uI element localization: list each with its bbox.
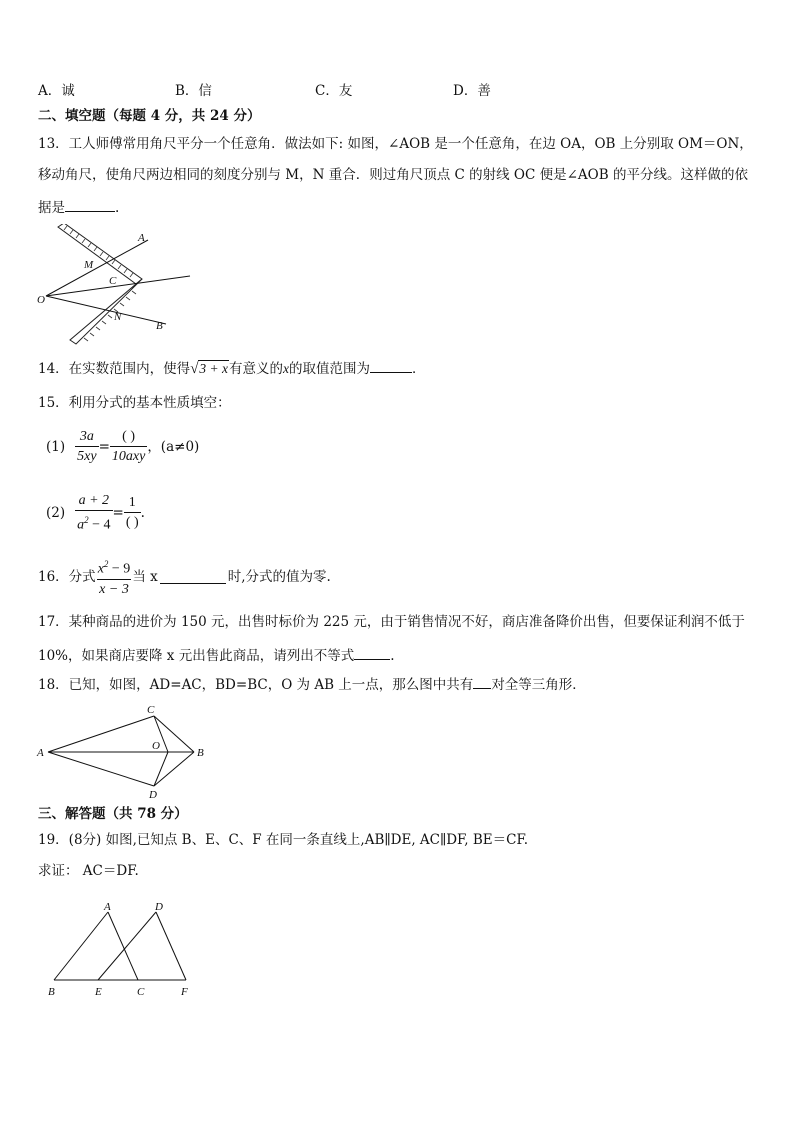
q15-part1-numerator: 3a [79, 429, 94, 444]
label-c: C [109, 275, 117, 287]
q15-part2-end: . [140, 504, 145, 521]
q15-part2-numerator: a + 2 [78, 493, 110, 508]
label-b: B [156, 320, 163, 332]
label-a: A [104, 901, 111, 913]
q17-answer-blank[interactable] [354, 645, 390, 660]
q17-line1: 17．某种商品的进价为 150 元，出售时标价为 225 元，由于销售情况不好，商店准备降价出售，但要保证利润不低于 [38, 614, 745, 630]
label-a: A [138, 232, 145, 244]
q16-num-rest: − 9 [108, 561, 131, 577]
q15-part2-equals: = [112, 504, 124, 521]
q13-answer-blank[interactable] [65, 197, 115, 212]
label-o: O [152, 740, 160, 752]
q15-part2-label: (2) [46, 504, 66, 521]
q14-prefix: 14．在实数范围内，使得 [38, 361, 191, 377]
label-n: N [114, 311, 122, 323]
q16-middle: 当 x [132, 568, 158, 585]
q18-kite-figure [34, 702, 214, 802]
q16-denominator: x − 3 [97, 579, 131, 598]
q15-part2-den-rest: − 4 [88, 517, 111, 533]
q15-part1-right-denominator: 10axy [110, 446, 147, 465]
q14-answer-blank[interactable] [370, 358, 412, 373]
option-c: C．友 [315, 83, 353, 99]
q18-suffix: 对全等三角形． [491, 677, 586, 693]
q15-part2-blank-denominator[interactable]: ( ) [124, 512, 141, 531]
label-b: B [48, 986, 55, 998]
option-b: B．信 [175, 83, 212, 99]
q14-variable: x [283, 361, 290, 376]
q16-answer-blank[interactable] [160, 569, 226, 584]
q16-suffix: 时,分式的值为零. [227, 568, 331, 585]
q15-part1-denominator: 5xy [75, 446, 98, 465]
section3-title: 三、解答题（共 78 分） [38, 806, 188, 822]
q16-line [38, 556, 331, 598]
section2-title: 二、填空题（每题 4 分，共 24 分） [38, 108, 261, 124]
q15-part2 [46, 492, 145, 534]
label-o: O [37, 294, 45, 306]
q15-part1 [46, 428, 199, 465]
label-a: A [37, 747, 44, 759]
label-c: C [137, 986, 145, 998]
q19-triangles-figure [40, 898, 200, 1002]
q15-title: 15．利用分式的基本性质填空： [38, 395, 231, 411]
q16-num-base: x [97, 561, 104, 577]
q17-line2 [38, 645, 395, 666]
q19-line1: 19．(8分) 如图,已知点 B、E、C、F 在同一条直线上,AB∥DE, AC∥DF, BE＝CF. [38, 832, 529, 848]
q13-suffix: . [115, 200, 120, 216]
option-a: A．诚 [38, 83, 75, 99]
label-d: D [155, 901, 163, 913]
q18-line [38, 674, 586, 695]
q13-line1: 13．工人师傅常用角尺平分一个任意角．做法如下: 如图，∠AOB 是一个任意角，在边 OA，OB 上分别取 OM＝ON， [38, 136, 753, 152]
label-e: E [95, 986, 102, 998]
q14-end: ． [412, 361, 426, 377]
label-d: D [149, 789, 157, 801]
q15-part2-right-numerator: 1 [128, 495, 136, 511]
q15-part1-equals: = [98, 438, 110, 455]
q13-line2: 移动角尺，使角尺两边相同的刻度分别与 M，N 重合．则过角尺顶点 C 的射线 OC 便是∠AOB 的平分线。这样做的依 [38, 167, 748, 183]
q14-line: 14．在实数范围内，使得√3 + x有意义的x的取值范围为 ． [38, 358, 426, 379]
q15-part2-den-exp: 2 [84, 515, 89, 525]
q13-line3 [38, 197, 119, 218]
q18-answer-blank[interactable] [473, 674, 491, 689]
q13-angle-ruler-figure [34, 224, 194, 346]
q18-prefix: 18．已知，如图，AD=AC，BD=BC，O 为 AB 上一点，那么图中共有 [38, 677, 474, 693]
q13-prefix: 据是 [38, 200, 65, 216]
q17-suffix: . [390, 648, 395, 664]
q15-part1-condition: ，(a≠0) [147, 438, 200, 455]
q14-suffix: 的取值范围为 [289, 361, 371, 377]
label-f: F [181, 986, 188, 998]
q17-prefix: 10%，如果商店要降 x 元出售此商品，请列出不等式 [38, 648, 355, 664]
label-b: B [197, 747, 204, 759]
q15-part2-den-base: a [77, 517, 85, 533]
q16-prefix: 16．分式 [38, 568, 96, 585]
label-c: C [147, 704, 155, 716]
q15-part1-blank-numerator[interactable]: ( ) [122, 429, 135, 444]
option-d: D．善 [453, 83, 491, 99]
q15-part1-label: (1) [46, 438, 66, 455]
q14-radicand: 3 + x [199, 361, 229, 376]
q19-line2: 求证： AC＝DF. [38, 863, 139, 879]
label-m: M [84, 259, 94, 271]
q16-num-exp: 2 [103, 559, 109, 569]
q14-middle: 有意义的 [229, 361, 284, 377]
